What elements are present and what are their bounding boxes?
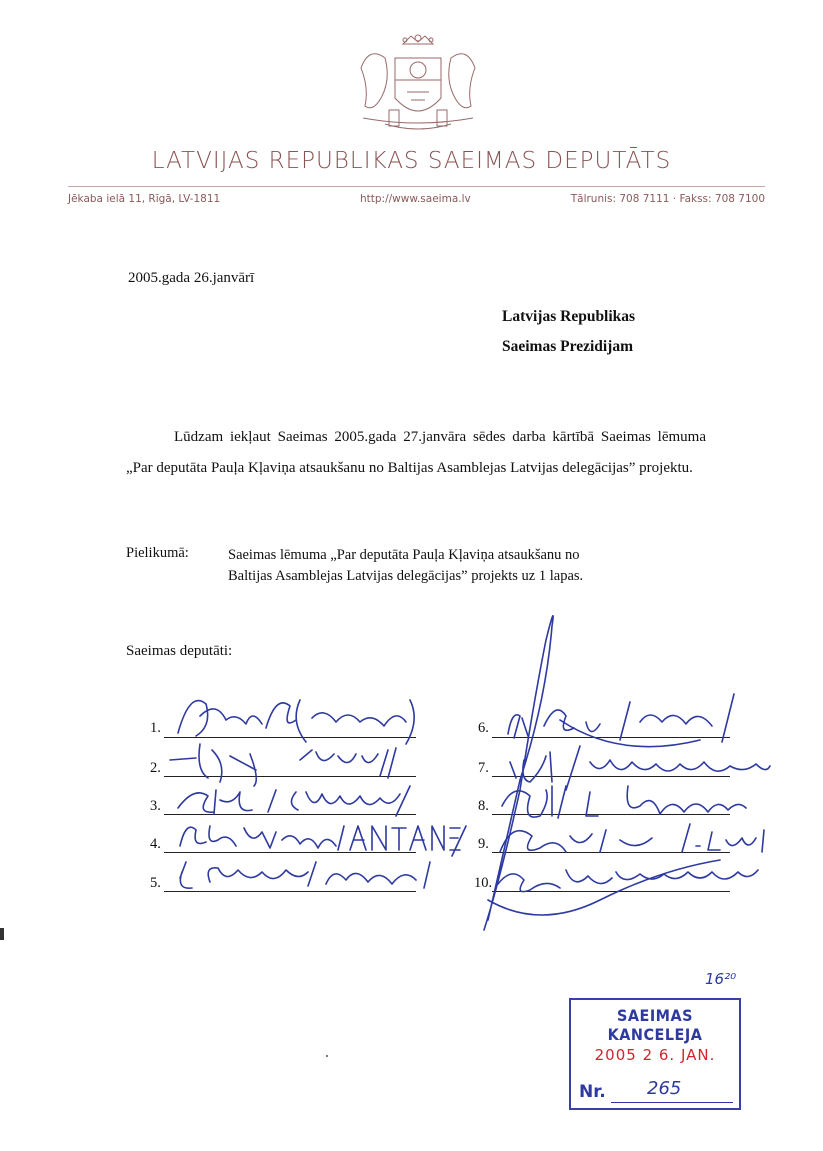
stamp-number-line	[611, 1102, 733, 1103]
signature-number: 4.	[150, 836, 161, 852]
signature-8	[502, 786, 746, 818]
organization-name: LATVIJAS REPUBLIKAS SAEIMAS DEPUTĀTS	[151, 148, 672, 174]
signature-number: 6.	[478, 720, 489, 736]
signature-7	[510, 746, 770, 790]
stamp-number-value: 265	[647, 1078, 682, 1099]
signature-9	[500, 824, 764, 852]
stamp-date: 2005 2 6. JAN.	[594, 1046, 716, 1064]
signature-number: 1.	[150, 720, 161, 736]
signature-5	[180, 862, 430, 888]
signature-number: 8.	[478, 798, 489, 814]
handwritten-registration-note: 16²⁰	[705, 970, 737, 988]
signature-3	[178, 786, 410, 816]
scan-edge-mark	[0, 928, 4, 940]
stamp-title: SAEIMAS KANCELEJA	[607, 1006, 703, 1044]
scan-speck	[326, 1055, 328, 1057]
signature-2	[170, 744, 396, 786]
website: http://www.saeima.lv	[360, 193, 471, 205]
address: Jēkaba ielā 11, Rīgā, LV-1811	[68, 193, 221, 205]
attachment-label: Pielikumā:	[126, 545, 189, 561]
letter-date: 2005.gada 26.janvārī	[128, 270, 255, 286]
stamp-number-label: Nr.	[579, 1082, 606, 1102]
signature-number: 5.	[150, 875, 161, 891]
signature-number: 3.	[150, 798, 161, 814]
recipient-line-1: Latvijas Republikas	[502, 308, 636, 325]
attachment-line-2: Baltijas Asamblejas Latvijas delegācijas” projekts uz 1 lapas.	[228, 568, 584, 584]
signature-4	[180, 826, 466, 856]
signature-number: 2.	[150, 760, 161, 776]
signature-number: 10.	[474, 875, 493, 891]
recipient-line-2: Saeimas Prezidijam	[502, 338, 634, 355]
attachment-line-1: Saeimas lēmuma „Par deputāta Pauļa Kļaviņa atsaukšanu no	[228, 547, 580, 563]
chancery-stamp	[569, 998, 741, 1110]
letter-body: Lūdzam iekļaut Saeimas 2005.gada 27.janvāra sēdes darba kārtībā Saeimas lēmuma „Par deputāta Pauļa Kļaviņa atsaukšanu no Baltijas Asamblejas Latvijas delegācijas” projektu.	[126, 429, 706, 476]
signature-6	[508, 694, 734, 742]
signature-number: 9.	[478, 836, 489, 852]
signature-10	[498, 870, 758, 892]
signature-number: 7.	[478, 760, 489, 776]
contacts: Tālrunis: 708 7111 · Fakss: 708 7100	[570, 193, 765, 205]
signers-heading: Saeimas deputāti:	[126, 643, 233, 659]
signature-1	[178, 700, 414, 744]
